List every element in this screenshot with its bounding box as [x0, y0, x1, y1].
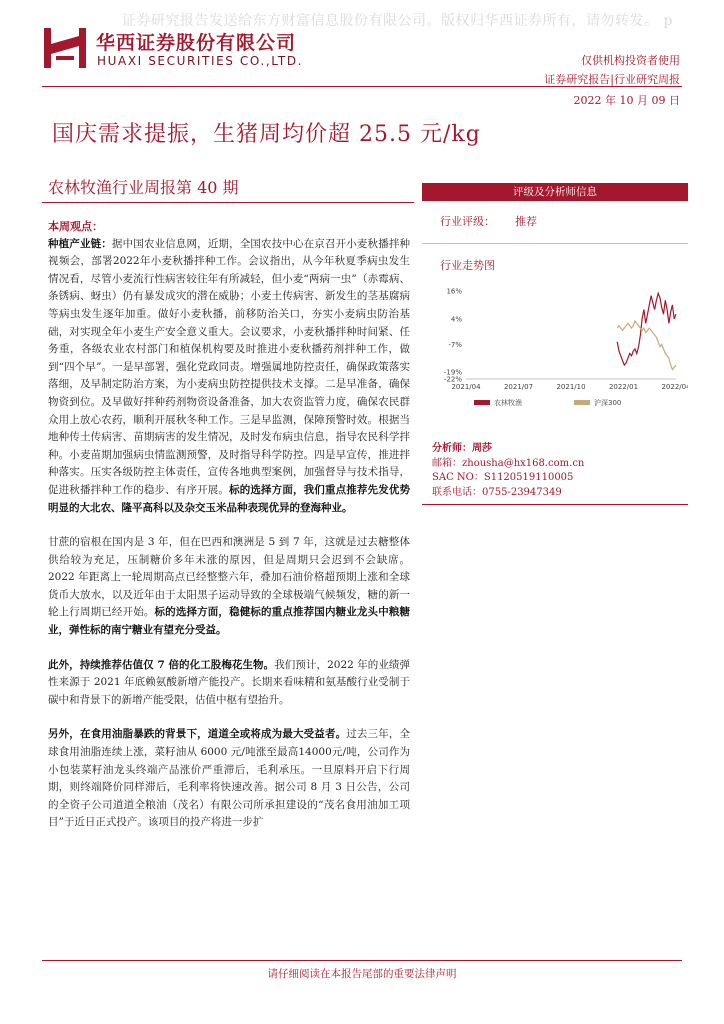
- paragraph-text: 据中国农业信息网，近期，全国农技中心在京召开小麦秋播拌种视频会，部署2022年小麦秋播拌种工作。会议指出，从今年秋夏季病虫发生情况看，尽管小麦流行性病害较往年有所减轻，但小麦“两病一虫”（赤霉病、条锈病、蚜虫）仍有暴发成灾的潜在威胁；小麦土传病害、新发生的茎基腐病等病虫发生逐年加重。做好小麦秋播，前移防治关口，夯实小麦病虫防治基础，对实现全年小麦生产安全意义重大。会议要求，小麦秋播拌种时间紧、任务重，各级农业农村部门和植保机构要及时推进小麦秋播药剂拌种工作，做到“四个早”。一是早部署，强化党政同责。增强属地防控责任，确保政策落实落细，及早制定防治方案，为小麦病虫防控提供技术支撑。二是早准备，确保物资到位。及早做好拌种药剂物资设备准备，加大农资监管力度，确保农民群众用上放心农药，顺利开展秋冬种工作。三是早监测，保障预警时效。根据当地种传土传病害、苗期病害的发生情况，及时发布病虫信息，指导农民科学拌种。小麦苗期加强病虫情监测预警，及时指导科学防控。四是早宣传，推进拌种落实。压实各级防控主体责任，宣传各地典型案例，加强督导与技术指导，促进秋播拌种工作的稳步、有序开展。: [48, 237, 411, 496]
- analyst-phone: 联系电话：0755-23947349: [432, 486, 562, 498]
- report-subtitle: 农林牧渔行业周报第 40 期: [48, 178, 239, 197]
- huaxi-logo-icon: [44, 26, 86, 70]
- series-line-1: [617, 293, 676, 365]
- company-name-en: HUAXI SECURITIES CO.,LTD.: [97, 54, 304, 68]
- report-title: 国庆需求提振，生猪周均价超 25.5 元/kg: [52, 122, 481, 147]
- analyst-sac: SAC NO：S1120519110005: [432, 472, 574, 484]
- legend-label: 沪深300: [594, 399, 622, 407]
- paragraph-oil: [48, 726, 410, 832]
- y-tick-label: -19%: [443, 368, 462, 377]
- legend-swatch: [574, 400, 590, 405]
- analyst-email[interactable]: 邮箱：zhousha@hx168.com.cn: [432, 457, 585, 469]
- subtitle-divider: [42, 202, 414, 203]
- rating-value: 推荐: [515, 215, 537, 228]
- sidebar-header: 评级及分析师信息: [422, 183, 688, 201]
- rating-divider: [422, 243, 688, 244]
- paragraph-text: 过去三年，全球食用油脂连续上涨，菜籽油从 6000 元/吨涨至最高14000元/吨，公司作为小包装菜籽油龙头终端产品涨价严重滞后，毛利承压。一旦原料开启下行周期，则终端降价同样滞后，毛利率将快速改善。据公司 8 月 3 日公告，公司的全资子公司道道全粮油（茂名）有限公司所承担建设的“茂名食用油加工项目”于近日正式投产。该项目的投产将进一步扩: [48, 728, 411, 829]
- x-tick-label: 2021/10: [556, 383, 586, 391]
- company-logo: [44, 26, 314, 70]
- paragraph-highlight: 标的选择方面，稳健标的重点推荐国内糖业龙头中粮糖业，弹性标的南宁糖业有望充分受益。: [48, 606, 410, 637]
- company-name-cn: 华西证券股份有限公司: [96, 32, 297, 54]
- paragraph-text: 我们预计，2022 年的业绩弹性来源于 2021 年底赖氨酸新增产能投产。长期来看味精和氨基酸行业受制于碳中和背景下的新增产能受限，估值中枢有望抬升。: [48, 658, 411, 706]
- report-date: 2022 年 10 月 09 日: [573, 94, 680, 107]
- legend-swatch: [474, 400, 490, 405]
- y-tick-label: 16%: [446, 287, 462, 296]
- industry-rating: [440, 213, 537, 229]
- paragraph-highlight: 标的选择方面，我们重点推荐先发优势明显的大北农、隆平高科以及杂交玉米品种表现优异的登海种业。: [48, 483, 411, 514]
- report-body: [48, 218, 410, 849]
- y-tick-label: -22%: [443, 375, 462, 384]
- paragraph-highlight: 另外，在食用油脂暴跌的背景下，道道全或将成为最大受益者。: [48, 728, 347, 741]
- y-tick-label: 4%: [450, 315, 462, 324]
- report-type: 证券研究报告|行业研究周报: [544, 73, 680, 86]
- footer-divider: [42, 960, 682, 961]
- industry-trend-chart: [436, 283, 688, 423]
- analyst-name: 分析师：周莎: [432, 443, 492, 454]
- header-divider: [42, 86, 682, 87]
- analyst-info: [432, 442, 682, 500]
- x-tick-label: 2022/01: [608, 383, 639, 391]
- legend-label: 农林牧渔: [494, 399, 522, 407]
- rating-label: 行业评级：: [440, 215, 495, 228]
- audience-note: 仅供机构投资者使用: [581, 54, 680, 67]
- trend-chart-svg: [436, 283, 688, 423]
- paragraph-lead: 种植产业链：: [48, 237, 112, 250]
- paragraph-meihua: [48, 657, 410, 710]
- footer-disclaimer: 请仔细阅读在本报告尾部的重要法律声明: [267, 968, 457, 980]
- section-heading: 本周观点：: [48, 220, 103, 233]
- watermark: 证券研究报告发送给东方财富信息股份有限公司。版权归华西证券所有，请勿转发。 p: [122, 13, 673, 29]
- paragraph-highlight: 此外，持续推荐估值仅 7 倍的化工股梅花生物。: [48, 658, 275, 671]
- paragraph-text: 甘蔗的宿根在国内是 3 年，但在巴西和澳洲是 5 到 7 年，这就是过去糖整体供给较为充足，压制糖价多年未涨的原因，但是周期只会迟到不会缺席。2022 年距离上一轮周期高点已经整整六年，叠加石油价格超预期上涨和全球货币大放水，以及近年由于太阳黑子运动导致的全球极端气候频发，糖的新一轮上行周期已经开始。: [48, 536, 410, 619]
- x-tick-label: 2021/07: [503, 383, 534, 391]
- x-tick-label: 2022/04: [661, 383, 688, 391]
- paragraph-sugar: [48, 534, 410, 640]
- y-tick-label: -7%: [448, 340, 462, 349]
- paragraph-planting: [48, 236, 410, 518]
- x-tick-label: 2021/04: [451, 383, 481, 391]
- trend-chart-label: 行业走势图: [440, 259, 495, 272]
